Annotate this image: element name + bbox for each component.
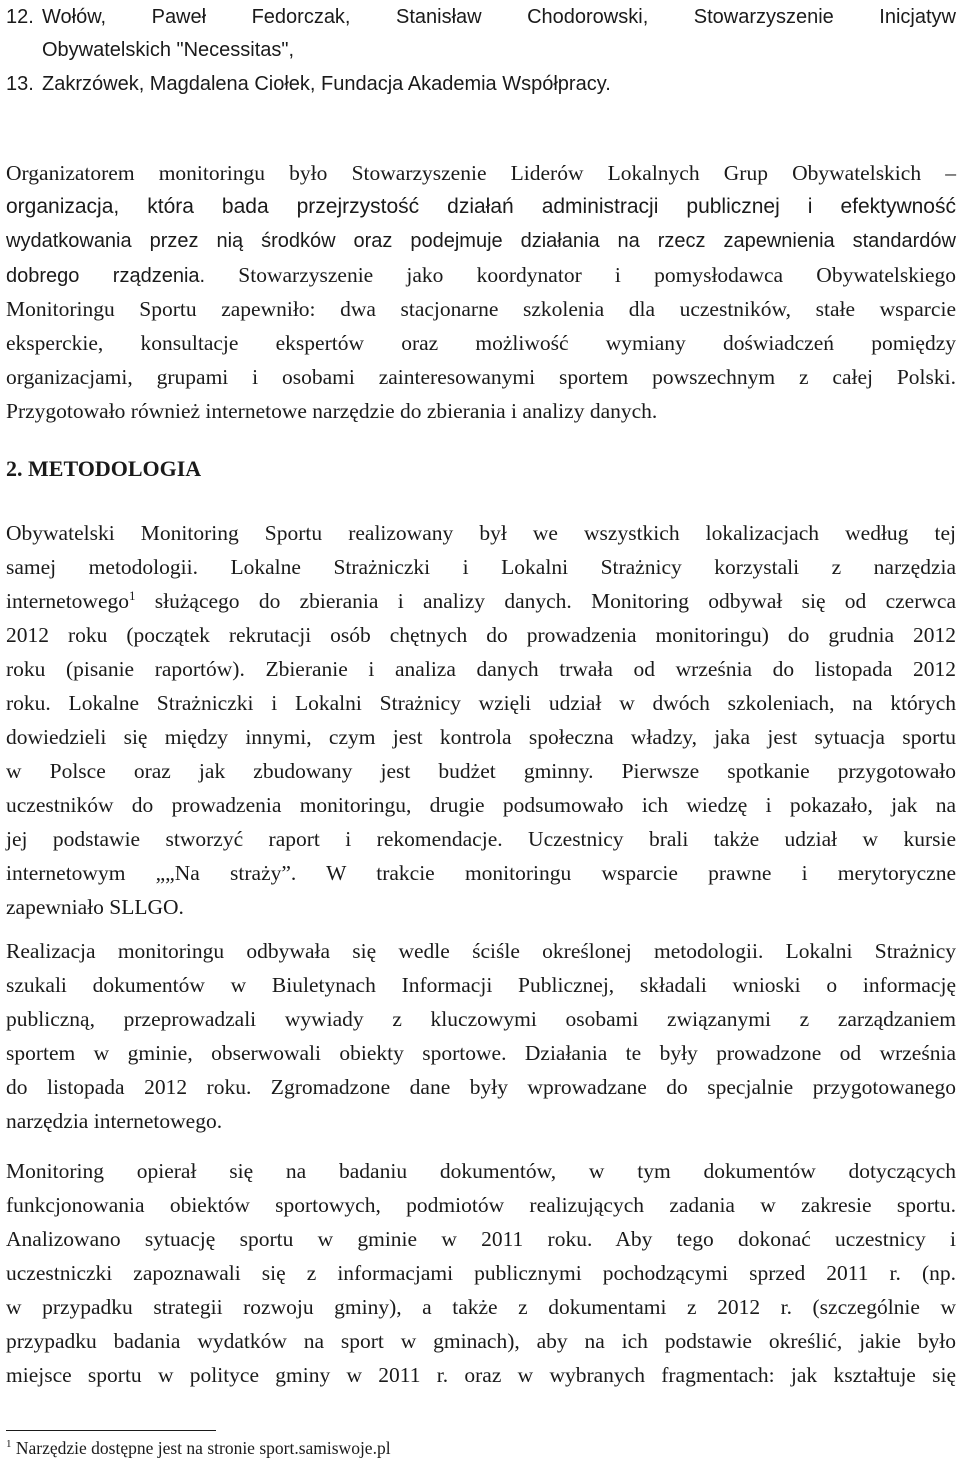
text-line bbox=[6, 258, 956, 293]
text-line: Realizacja monitoringu odbywała się wedle ściśle określonej metodologii. Lokalni Strażnicy bbox=[6, 939, 956, 963]
text-line: internetowym „„Na straży”. W trakcie monitoringu wsparcie prawne i merytoryczne bbox=[6, 861, 956, 885]
list-number: 13. bbox=[6, 73, 34, 95]
text-span: Stowarzyszenie jako koordynator i pomysłodawca Obywatelskiego bbox=[205, 263, 957, 287]
list-number: 12. bbox=[6, 6, 34, 28]
footnote-reference: 1 bbox=[129, 587, 136, 603]
text-line: Obywatelski Monitoring Sportu realizowany był we wszystkich lokalizacjach według tej bbox=[6, 521, 956, 545]
text-line: szukali dokumentów w Biuletynach Informacji Publicznej, składali wnioski o informację bbox=[6, 973, 956, 997]
text-line: wydatkowania przez nią środków oraz podejmuje działania na rzecz zapewnienia standardów bbox=[6, 230, 956, 252]
text-line bbox=[6, 584, 956, 618]
text-line: przypadku badania wydatków na sport w gminach), aby na ich podstawie określić, jakie było bbox=[6, 1329, 956, 1353]
text-span: dobrego rządzenia. bbox=[6, 265, 206, 287]
list-item-text: Wołów, Paweł Fedorczak, Stanisław Chodorowski, Stowarzyszenie Inicjatyw bbox=[42, 6, 956, 28]
text-line: narzędzia internetowego. bbox=[6, 1109, 223, 1133]
text-line: roku (pisanie raportów). Zbieranie i analiza danych trwała od września do listopada 2012 bbox=[6, 657, 956, 681]
text-line: miejsce sportu w polityce gminy w 2011 r. oraz w wybranych fragmentach: jak kształtuje się bbox=[6, 1363, 956, 1387]
text-line: uczestniczki zapoznawali się z informacjami publicznymi pochodzącymi sprzed 2011 r. (np. bbox=[6, 1261, 956, 1285]
text-line: Przygotowało również internetowe narzędzie do zbierania i analizy danych. bbox=[6, 399, 658, 423]
list-item bbox=[6, 0, 956, 34]
text-line: roku. Lokalne Strażniczki i Lokalni Strażnicy wzięli udział w dwóch szkoleniach, na których bbox=[6, 691, 956, 715]
text-line: Analizowano sytuację sportu w gminie w 2011 roku. Aby tego dokonać uczestnicy i bbox=[6, 1227, 956, 1251]
list-item-continuation: Obywatelskich "Necessitas", bbox=[42, 39, 295, 61]
text-line: jej podstawie stworzyć raport i rekomendacje. Uczestnicy brali także udział w kursie bbox=[6, 827, 956, 851]
section-heading: 2. METODOLOGIA bbox=[6, 456, 202, 481]
text-line: organizacja, która bada przejrzystość działań administracji publicznej i efektywność bbox=[6, 195, 956, 218]
text-line: uczestników do prowadzenia monitoringu, drugie podsumowało ich wiedzę i pokazało, jak na bbox=[6, 793, 956, 817]
footnote-divider bbox=[6, 1430, 216, 1431]
text-line: Organizatorem monitoringu było Stowarzyszenie Liderów Lokalnych Grup Obywatelskich – bbox=[6, 161, 956, 185]
text-line: do listopada 2012 roku. Zgromadzone dane były wprowadzane do specjalnie przygotowanego bbox=[6, 1075, 956, 1099]
footnote-text: Narzędzie dostępne jest na stronie sport.samiswoje.pl bbox=[11, 1438, 391, 1458]
list-item-text: Zakrzówek, Magdalena Ciołek, Fundacja Akademia Współpracy. bbox=[42, 73, 611, 95]
text-line: Monitoring opierał się na badaniu dokumentów, w tym dokumentów dotyczących bbox=[6, 1159, 956, 1183]
text-line: w przypadku strategii rozwoju gminy), a także z dokumentami z 2012 r. (szczególnie w bbox=[6, 1295, 956, 1319]
text-line: w Polsce oraz jak zbudowany jest budżet gminny. Pierwsze spotkanie przygotowało bbox=[6, 759, 956, 783]
text-line: dowiedzieli się między innymi, czym jest kontrola społeczna władzy, jaka jest sytuacja sportu bbox=[6, 725, 956, 749]
text-line: Monitoringu Sportu zapewniło: dwa stacjonarne szkolenia dla uczestników, stałe wsparcie bbox=[6, 297, 956, 321]
text-line: zapewniało SLLGO. bbox=[6, 895, 184, 919]
footnote-number: 1 bbox=[6, 1438, 12, 1451]
list-item bbox=[6, 67, 956, 101]
text-line: 2012 roku (początek rekrutacji osób chętnych do prowadzenia monitoringu) do grudnia 2012 bbox=[6, 623, 956, 647]
text-line: eksperckie, konsultacje ekspertów oraz możliwość wymiany doświadczeń pomiędzy bbox=[6, 331, 956, 355]
text-span: internetowego bbox=[6, 589, 129, 613]
text-line: publiczną, przeprowadzali wywiady z kluczowymi osobami związanymi z zarządzaniem bbox=[6, 1007, 956, 1031]
text-line: organizacjami, grupami i osobami zainteresowanymi sportem powszechnym z całej Polski. bbox=[6, 365, 956, 389]
footnote bbox=[6, 1436, 391, 1460]
text-line: sportem w gminie, obserwowali obiekty sportowe. Działania te były prowadzone od września bbox=[6, 1041, 956, 1065]
text-line: samej metodologii. Lokalne Strażniczki i Lokalni Strażnicy korzystali z narzędzia bbox=[6, 555, 956, 579]
text-line: funkcjonowania obiektów sportowych, podmiotów realizujących zadania w zakresie sportu. bbox=[6, 1193, 956, 1217]
text-span: służącego do zbierania i analizy danych. Monitoring odbywał się od czerwca bbox=[135, 589, 956, 613]
